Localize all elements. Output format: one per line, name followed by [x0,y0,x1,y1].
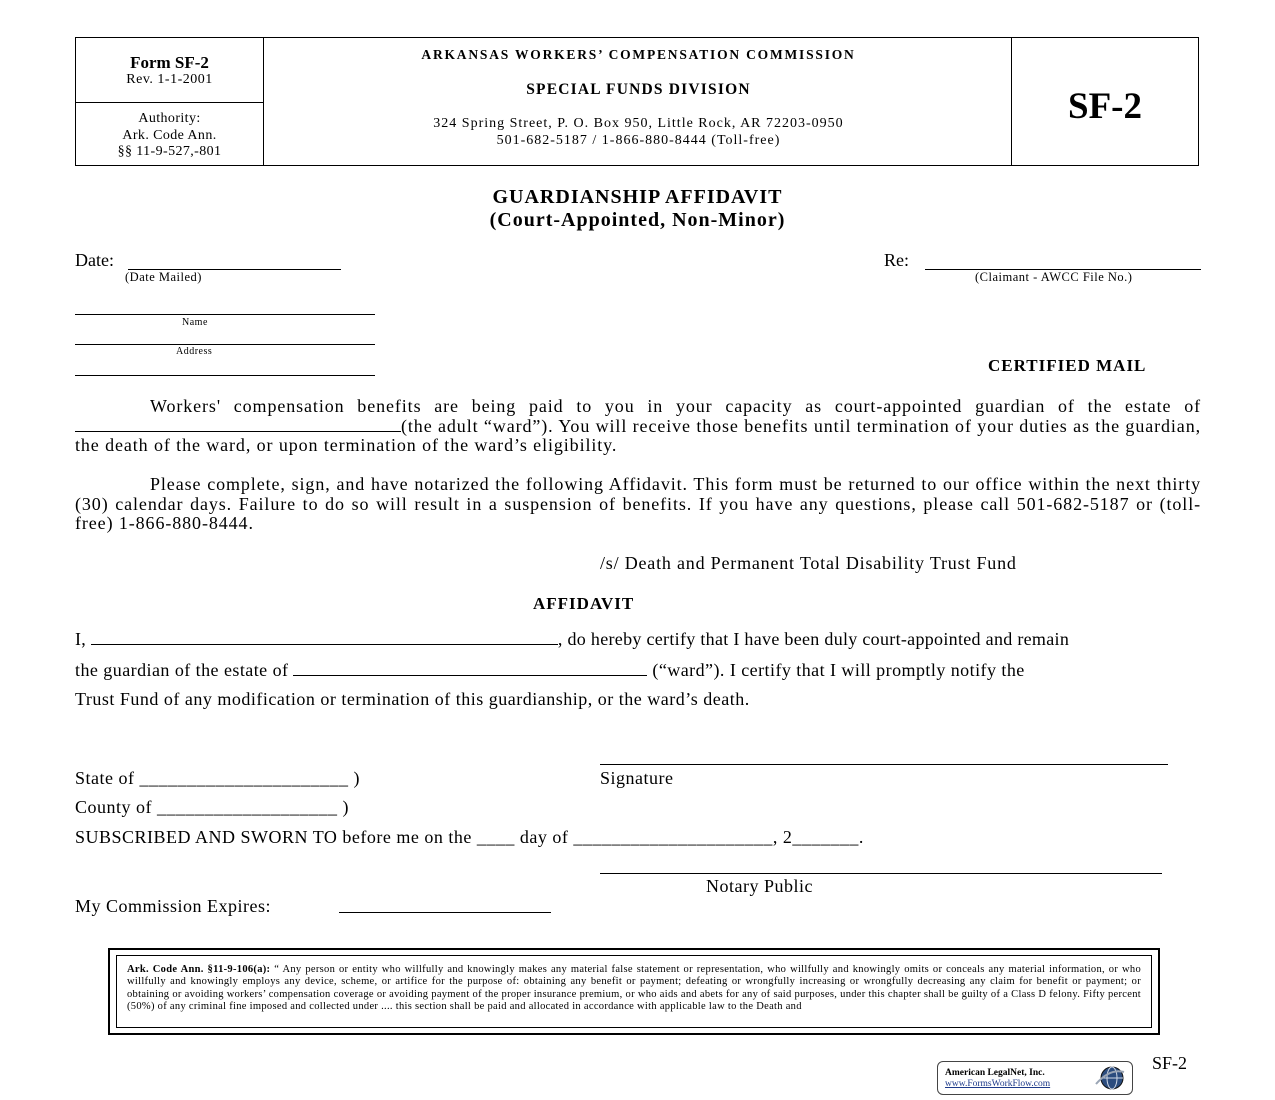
authority-cell [76,103,263,161]
statute-text: “ Any person or entity who willfully and knowingly makes any material false statement or representation, who willfully and knowingly omits or conceals any material information, or who willfully and knowingly employs any device, scheme, or artifice for the purpose of: obtaining any benefit or payment; defeating or wrongfully increasing or wrongfully decreasing any claim for benefit or payment; or obtaining or avoiding workers’ compensation coverage or avoiding payment of the proper insurance premium, or who aids and abets for any of said purposes, under this chapter shall be guilty of a Class D felony. Fifty percent (50%) of any criminal fine imposed and collected under .... this section shall be paid and allocated in accordance with applicable law to the Death and [127,964,1141,1013]
phone-line: 501-682-5187 / 1-866-880-8444 (Toll-free) [496,133,781,148]
commission-expires-field[interactable] [339,912,551,913]
re-label: Re: [884,250,909,270]
guardian-name-field[interactable] [91,630,558,645]
recipient-name-field[interactable] [75,314,375,315]
benefits-text-1: Workers' compensation benefits are being paid to you in your capacity as court-appointed guardian of the estate of [150,396,1201,416]
benefits-text-2: (the adult “ward”). You will receive those benefits until termination of your duties as the guardian, the death of the ward, or upon termination of the ward’s eligibility. [75,415,1201,455]
authority-sections: §§ 11-9-527,-801 [117,144,222,159]
page-form-code: SF-2 [1152,1053,1188,1073]
affidavit-line-3: Trust Fund of any modification or termination of this guardianship, or the ward’s death. [75,689,750,709]
document-title: GUARDIANSHIP AFFIDAVIT [492,186,783,208]
statute-notice-inner [116,955,1152,1028]
benefits-paragraph [75,397,1201,456]
signature-label: Signature [600,768,674,788]
agency-name: ARKANSAS WORKERS’ COMPENSATION COMMISSION [421,47,856,62]
notary-signature-line[interactable] [600,873,1162,874]
notary-label: Notary Public [706,876,813,896]
division-name: SPECIAL FUNDS DIVISION [526,81,751,98]
form-id-cell [76,38,263,103]
instructions-paragraph [75,475,1201,534]
logo-url[interactable]: www.FormsWorkFlow.com [945,1079,1051,1089]
american-legalnet-logo[interactable] [937,1061,1133,1095]
recipient-address-field[interactable] [75,344,375,345]
statute-citation: Ark. Code Ann. §11-9-106(a): [127,964,271,975]
date-caption: (Date Mailed) [125,270,202,284]
date-label: Date: [75,250,114,270]
state-line [75,768,360,789]
agency-address [264,115,1013,149]
ward-estate-field[interactable] [293,661,647,676]
signed-by: /s/ Death and Permanent Total Disability Trust Fund [600,553,1017,573]
form-id: Form SF-2 [130,53,209,72]
re-caption: (Claimant - AWCC File No.) [975,270,1133,284]
state-label: State of [75,768,140,788]
certified-mail-label: CERTIFIED MAIL [988,356,1147,375]
authority-code: Ark. Code Ann. [122,127,217,143]
name-caption: Name [182,317,208,328]
form-revision: Rev. 1-1-2001 [126,72,213,87]
form-id-panel [76,38,264,165]
statute-notice [108,948,1160,1035]
county-label: County of [75,797,158,817]
signature-line[interactable] [600,764,1168,765]
county-line [75,797,349,818]
document-subtitle: (Court-Appointed, Non-Minor) [489,209,786,231]
address-caption: Address [176,346,213,357]
county-field[interactable]: ___________________ ) [157,797,350,817]
recipient-address-field-2[interactable] [75,375,375,376]
globe-icon [1094,1064,1126,1092]
sworn-statement: SUBSCRIBED AND SWORN TO before me on the ____ day of _____________________, 2_______. [75,827,864,847]
ward-name-field[interactable] [75,417,401,432]
agency-info [264,38,1013,165]
affidavit-line-2: the guardian of the estate of (“ward”). I certify that I will promptly notify the [75,660,1025,680]
form-code: SF-2 [1068,86,1142,127]
commission-expires-label: My Commission Expires: [75,896,272,916]
address-line: 324 Spring Street, P. O. Box 950, Little Rock, AR 72203-0950 [433,116,844,131]
logo-name: American LegalNet, Inc. [945,1068,1045,1078]
instructions-text: Please complete, sign, and have notarized the following Affidavit. This form must be returned to our office within the next thirty (30) calendar days. Failure to do so will result in a suspension of benefits. If you have any questions, please call 501-682-5187 or (toll-free) 1-866-880-8444. [75,474,1201,533]
affidavit-line-1: I, , do hereby certify that I have been duly court-appointed and remain [75,629,1070,649]
form-code-cell [1011,38,1198,165]
form-header [75,37,1199,166]
affidavit-heading: AFFIDAVIT [533,594,635,613]
authority-label: Authority: [138,111,201,126]
state-field[interactable]: ______________________ ) [139,768,360,788]
